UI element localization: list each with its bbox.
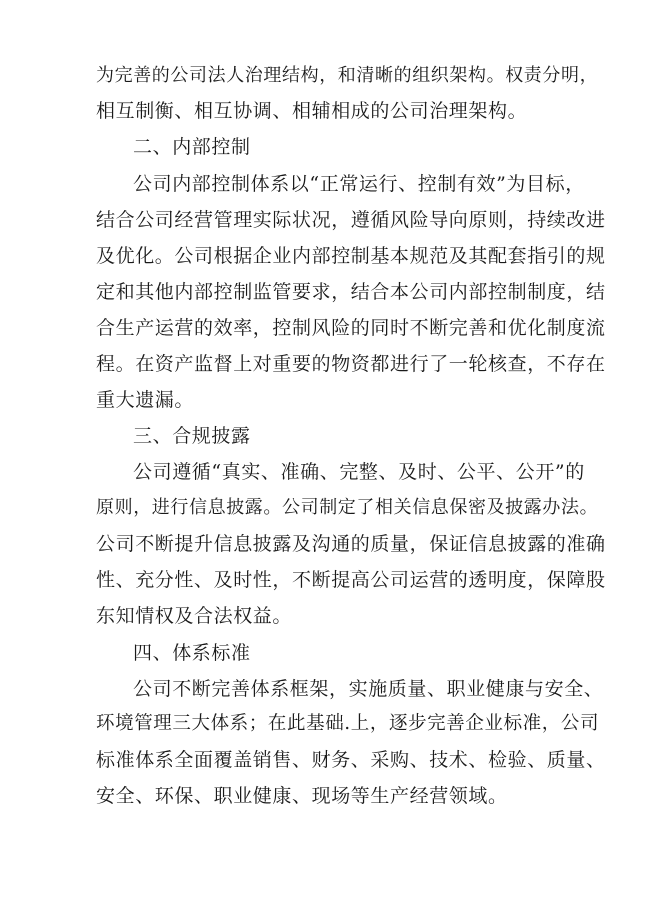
internal-control-line-1: 公司内部控制体系以“正常运行、控制有效”为目标， bbox=[133, 173, 585, 195]
disclosure-line-5: 东知情权及合法权益。 bbox=[96, 605, 293, 627]
internal-control-line-6: 程。在资产监督上对重要的物资都进行了一轮核查，不存在 bbox=[96, 353, 606, 375]
disclosure-line-3: 公司不断提升信息披露及沟通的质量，保证信息披露的准确 bbox=[96, 533, 606, 555]
section-heading-compliance-disclosure: 三、合规披露 bbox=[133, 425, 251, 447]
standards-line-2: 环境管理三大体系；在此基础.上，逐步完善企业标准，公司 bbox=[96, 713, 600, 734]
intro-line-2: 相互制衡、相互协调、相辅相成的公司治理架构。 bbox=[96, 100, 528, 122]
disclosure-line-1: 公司遵循“真实、准确、完整、及时、公平、公开”的 bbox=[133, 461, 585, 483]
standards-line-3: 标准体系全面覆盖销售、财务、采购、技术、检验、质量、 bbox=[96, 749, 606, 771]
standards-line-1: 公司不断完善体系框架，实施质量、职业健康与安全、 bbox=[133, 678, 604, 700]
section-heading-internal-control: 二、内部控制 bbox=[133, 136, 251, 158]
internal-control-line-5: 合生产运营的效率，控制风险的同时不断完善和优化制度流 bbox=[96, 317, 606, 339]
internal-control-line-4: 定和其他内部控制监管要求，结合本公司内部控制制度，结 bbox=[96, 281, 606, 303]
internal-control-line-3: 及优化。公司根据企业内部控制基本规范及其配套指引的规 bbox=[96, 245, 606, 267]
intro-line-1: 为完善的公司法人治理结构，和清晰的组织架构。权责分明， bbox=[96, 65, 599, 86]
disclosure-line-2: 原则，进行信息披露。公司制定了相关信息保密及披露办法。 bbox=[96, 497, 599, 518]
internal-control-line-7: 重大遗漏。 bbox=[96, 389, 195, 411]
standards-line-4: 安全、环保、职业健康、现场等生产经营领域。 bbox=[96, 785, 508, 807]
disclosure-line-4: 性、充分性、及时性，不断提高公司运营的透明度，保障股 bbox=[96, 569, 606, 591]
internal-control-line-2: 结合公司经营管理实际状况，遵循风险导向原则，持续改进 bbox=[96, 209, 606, 231]
section-heading-system-standards: 四、体系标准 bbox=[133, 642, 251, 664]
